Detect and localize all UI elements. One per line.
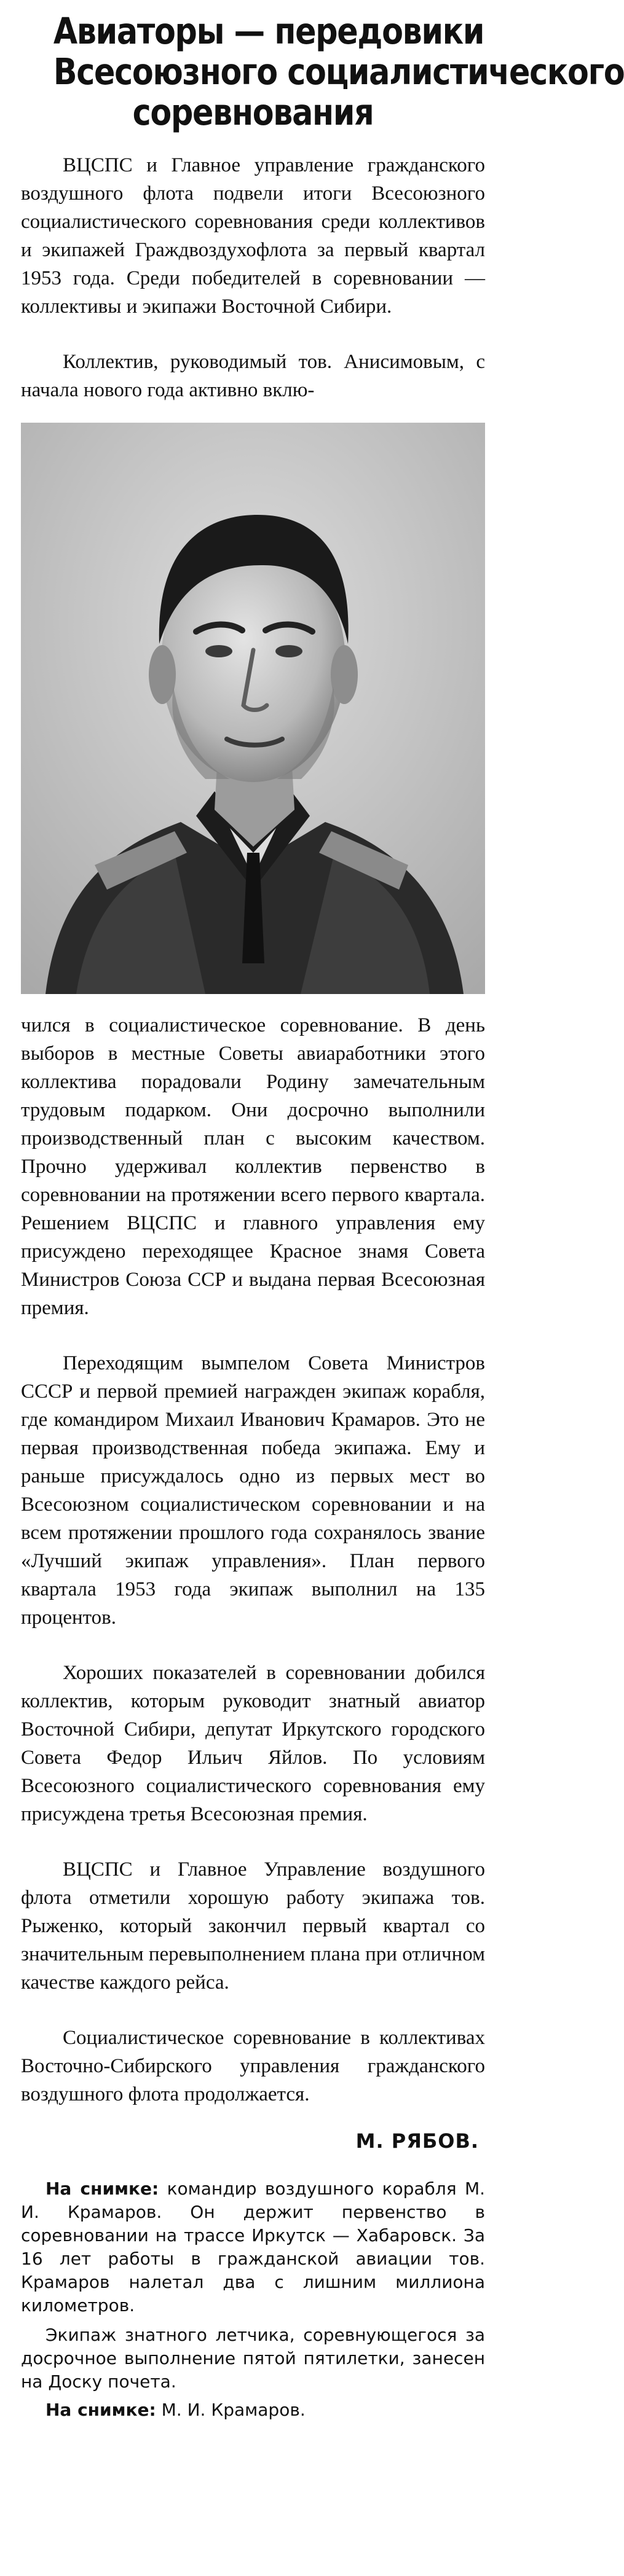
headline-line-3: соревнования xyxy=(132,91,374,133)
caption-text-first: командир воздушного корабля М. И. Крамаров. Он держит первенство в соревновании на трассе Иркутск — Хабаровск. За 16 лет работы в гражданской авиации тов. Крамаров налетал два с лишним миллиона километров. xyxy=(21,2179,486,2316)
portrait-photo-image xyxy=(21,423,485,994)
article-paragraph-kramarov: Переходящим вымпелом Совета Министров СССР и первой премией награжден экипаж корабля, где командиром Михаил Иванович Крамаров. Это не первая производственная победа экипажа. Ему и раньше присуждалось одно из первых мест во Всесоюзном социалистическом соревновании и на всем протяжении прошлого года сохранялось звание «Лучший экипаж управления». План первого квартала 1953 года экипаж выполнил на 135 процентов. xyxy=(21,1352,485,1629)
photo-caption-second xyxy=(21,2323,485,2394)
headline-line-1: Авиаторы — передовики xyxy=(53,10,484,52)
article-paragraph-ryzhenko: ВЦСПС и Главное Управление воздушного флота отметили хорошую работу экипажа тов. Рыженко, который закончил первый квартал со значительным перевыполнением плана при отличном качестве каждого рейса. xyxy=(21,1858,485,1994)
headline xyxy=(53,10,624,133)
caption-text-second: Экипаж знатного летчика, соревнующегося за досрочное выполнение пятой пятилетки, занесен на Доску почета. xyxy=(21,2325,485,2392)
caption-lead-first: На снимке: xyxy=(45,2179,159,2199)
headline-line-2: Всесоюзного социалистического xyxy=(53,50,624,93)
photo-caption-first xyxy=(21,2177,485,2317)
article-paragraph-anisimov-start: Коллектив, руководимый тов. Анисимовым, с начала нового года активно вклю- xyxy=(21,351,485,401)
caption-lead-third: На снимке: xyxy=(45,2400,156,2420)
author-signature: М. РЯБОВ. xyxy=(355,2129,479,2153)
article-paragraph-yailov: Хороших показателей в соревновании добился коллектив, которым руководит знатный авиатор Восточной Сибири, депутат Иркутского городского Совета Федор Ильич Яйлов. По условиям Всесоюзного социалистического соревнования ему присуждена третья Всесоюзная премия. xyxy=(21,1662,485,1825)
caption-text-third: М. И. Крамаров. xyxy=(161,2400,306,2420)
photo-caption-third xyxy=(21,2398,485,2422)
portrait-photo xyxy=(21,423,485,994)
article-paragraph-intro: ВЦСПС и Главное управление гражданского воздушного флота подвели итоги Всесоюзного социалистического соревнования среди коллективов и экипажей Граждвоздухофлота за первый квартал 1953 года. Среди победителей в соревновании — коллективы и экипажи Восточной Сибири. xyxy=(21,154,485,318)
article-paragraph-anisimov-cont: чился в социалистическое соревнование. В день выборов в местные Советы авиаработники этого коллектива порадовали Родину замечательным трудовым подарком. Они досрочно выполнили производственный план с высоким качеством. Прочно удерживал коллектив первенство в соревновании на протяжении всего первого квартала. Решением ВЦСПС и главного управления ему присуждено переходящее Красное знамя Совета Министров Союза ССР и выдана первая Всесоюзная премия. xyxy=(21,1014,485,1319)
article-paragraph-closing: Социалистическое соревнование в коллективах Восточно-Сибирского управления гражданского воздушного флота продолжается. xyxy=(21,2027,485,2105)
